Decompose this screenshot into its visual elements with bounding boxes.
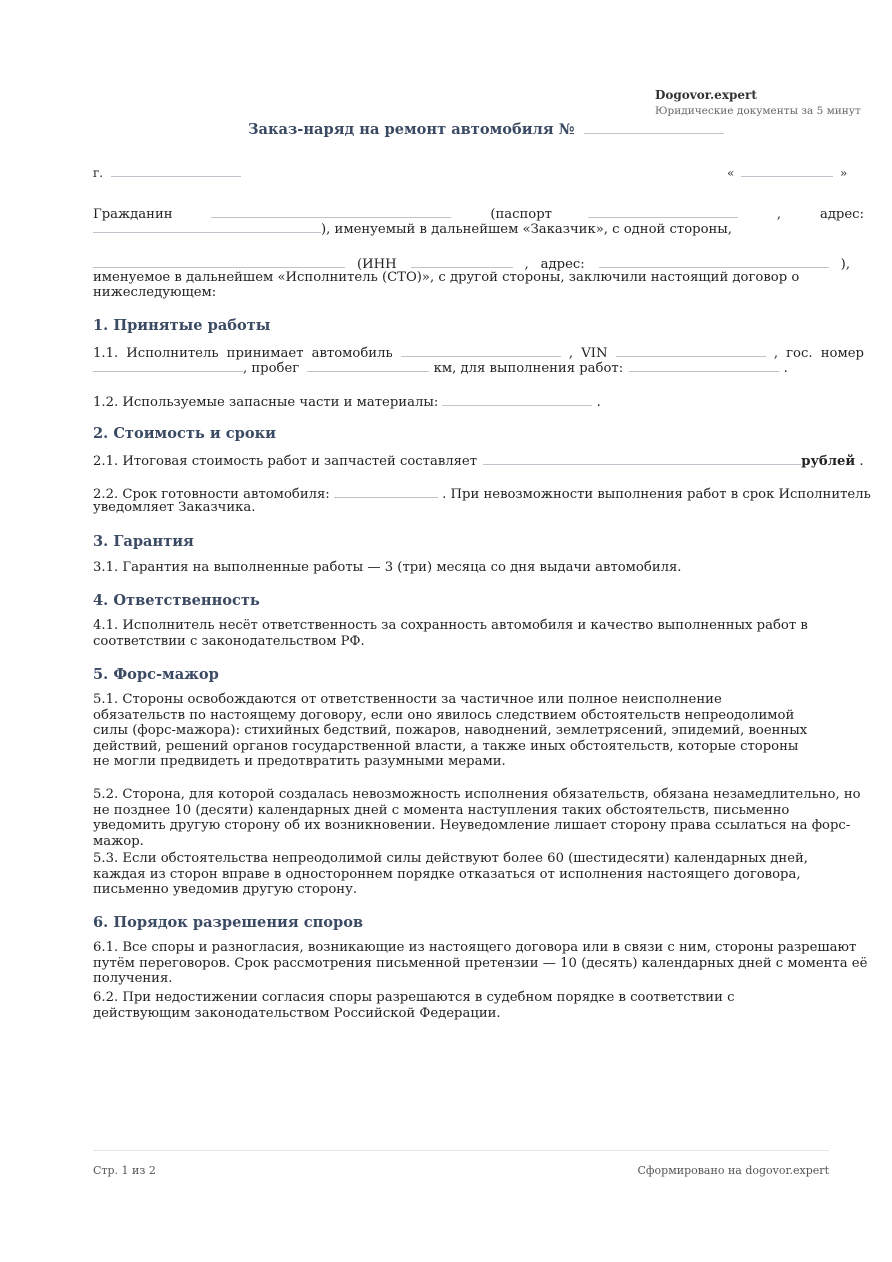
- section-1-title: 1. Принятые работы: [93, 317, 271, 334]
- parts-field[interactable]: [442, 393, 592, 406]
- quote-close: »: [840, 166, 848, 180]
- address-label: адрес:: [819, 207, 865, 222]
- city-line: [93, 164, 241, 182]
- section-4-title: 4. Ответственность: [93, 592, 260, 609]
- clause-2-2-text-b: . При невозможности выполнения работ в срок Исполнитель: [442, 487, 871, 502]
- city-field[interactable]: [111, 164, 241, 177]
- clause-2-1-text: 2.1. Итоговая стоимость работ и запчастей составляет: [93, 454, 478, 469]
- document-title-text: Заказ-наряд на ремонт автомобиля №: [248, 121, 575, 138]
- clause-1-1-text-f: .: [783, 361, 788, 376]
- section-6-title: 6. Порядок разрешения споров: [93, 914, 364, 931]
- inn-label: (ИНН: [356, 257, 397, 272]
- contractor-name-field[interactable]: [93, 255, 345, 268]
- clause-6-1: 6.1. Все споры и разногласия, возникающие из настоящего договора или в связи с ним, стороны разрешают путём переговоров. Срок рассмотрения письменной претензии — 10 (десять) календарных дней с момента её получения.: [93, 940, 868, 986]
- clause-6-2: 6.2. При недостижении согласия споры разрешаются в судебном порядке в соответствии с действующим законодательством Российской Федерации.: [93, 990, 735, 1021]
- city-prefix: г.: [93, 166, 104, 180]
- currency-label: рублей: [801, 454, 856, 469]
- brand-name: Dogovor.expert: [655, 88, 757, 102]
- comma: ,: [776, 207, 782, 222]
- clause-1-1-text-d: , пробег: [243, 361, 300, 376]
- customer-name-field[interactable]: [211, 205, 451, 218]
- date-line: [727, 164, 847, 182]
- customer-address-field[interactable]: [93, 220, 321, 233]
- customer-designation: ), именуемый в дальнейшем «Заказчик», с одной стороны,: [321, 222, 732, 237]
- clause-2-2-text-a: 2.2. Срок готовности автомобиля:: [93, 487, 330, 502]
- clause-1-2-text: 1.2. Используемые запасные части и материалы:: [93, 395, 439, 410]
- close-paren: ),: [840, 257, 851, 272]
- clause-1-2-end: .: [596, 395, 601, 410]
- total-cost-field[interactable]: [483, 452, 801, 465]
- clause-1-1-text-e: км, для выполнения работ:: [433, 361, 624, 376]
- contractor-address-field[interactable]: [599, 255, 829, 268]
- citizen-label: Гражданин: [93, 207, 173, 222]
- clause-2-1-end: .: [859, 454, 864, 469]
- clause-1-1-text-b: , VIN: [568, 346, 608, 361]
- works-field[interactable]: [629, 359, 779, 372]
- clause-5-1: 5.1. Стороны освобождаются от ответственности за частичное или полное неисполнение обязательств по настоящему договору, если оно явилось следствием обстоятельств непреодолимой силы (форс-мажора): стихийных бедствий, пожаров, наводнений, землетрясений, эпидемий, военных действий, решений органов государственной власти, а также иных обстоятельств, которые стороны не могли предвидеть и предотвратить разумными мерами.: [93, 692, 808, 769]
- contractor-designation: именуемое в дальнейшем «Исполнитель (СТО)», с другой стороны, заключили настоящий договор о: [93, 270, 800, 285]
- ready-date-field[interactable]: [334, 485, 438, 498]
- generated-by: Сформировано на dogovor.expert: [637, 1164, 829, 1177]
- clause-5-3: 5.3. Если обстоятельства непреодолимой силы действуют более 60 (шестидесяти) календарных дней, каждая из сторон вправе в одностороннем порядке отказаться от исполнения настоящего договора, письменно уведомив другую сторону.: [93, 851, 808, 897]
- clause-1-1-text-c: , гос. номер: [773, 346, 864, 361]
- clause-1-1-line-2: [93, 359, 788, 377]
- clause-3-1: 3.1. Гарантия на выполненные работы — 3 (три) месяца со дня выдачи автомобиля.: [93, 560, 682, 575]
- mileage-field[interactable]: [307, 359, 429, 372]
- footer-divider: [93, 1150, 829, 1151]
- contractor-designation-end: нижеследующем:: [93, 285, 217, 300]
- section-2-title: 2. Стоимость и сроки: [93, 425, 276, 442]
- document-title: [248, 121, 724, 138]
- comma-2: ,: [524, 257, 529, 272]
- section-5-title: 5. Форс-мажор: [93, 666, 219, 683]
- clause-4-1: 4.1. Исполнитель несёт ответственность за сохранность автомобиля и качество выполненных работ в соответствии с законодательством РФ.: [93, 618, 808, 649]
- clause-5-2: 5.2. Сторона, для которой создалась невозможность исполнения обязательств, обязана незамедлительно, но не позднее 10 (десяти) календарных дней с момента наступления таких обстоятельств, письменно уведомить другую сторону об их возникновении. Неуведомление лишает сторону права ссылаться на форс-мажор.: [93, 787, 861, 849]
- clause-1-2: [93, 393, 601, 411]
- passport-field[interactable]: [588, 205, 738, 218]
- vin-field[interactable]: [616, 344, 766, 357]
- inn-field[interactable]: [411, 255, 513, 268]
- page-number: Стр. 1 из 2: [93, 1164, 156, 1177]
- date-field[interactable]: [741, 164, 833, 177]
- brand-tagline: Юридические документы за 5 минут: [655, 105, 861, 117]
- clause-2-2-line-2: уведомляет Заказчика.: [93, 500, 256, 515]
- car-model-field[interactable]: [401, 344, 561, 357]
- customer-line-2: [93, 220, 732, 238]
- address2-label: адрес:: [540, 257, 585, 272]
- order-number-field[interactable]: [584, 121, 724, 134]
- passport-label: (паспорт: [490, 207, 552, 222]
- section-3-title: 3. Гарантия: [93, 533, 194, 550]
- clause-1-1-text-a: 1.1. Исполнитель принимает автомобиль: [93, 346, 393, 361]
- clause-2-1: [93, 452, 864, 470]
- quote-open: «: [727, 166, 735, 180]
- plate-number-field[interactable]: [93, 359, 243, 372]
